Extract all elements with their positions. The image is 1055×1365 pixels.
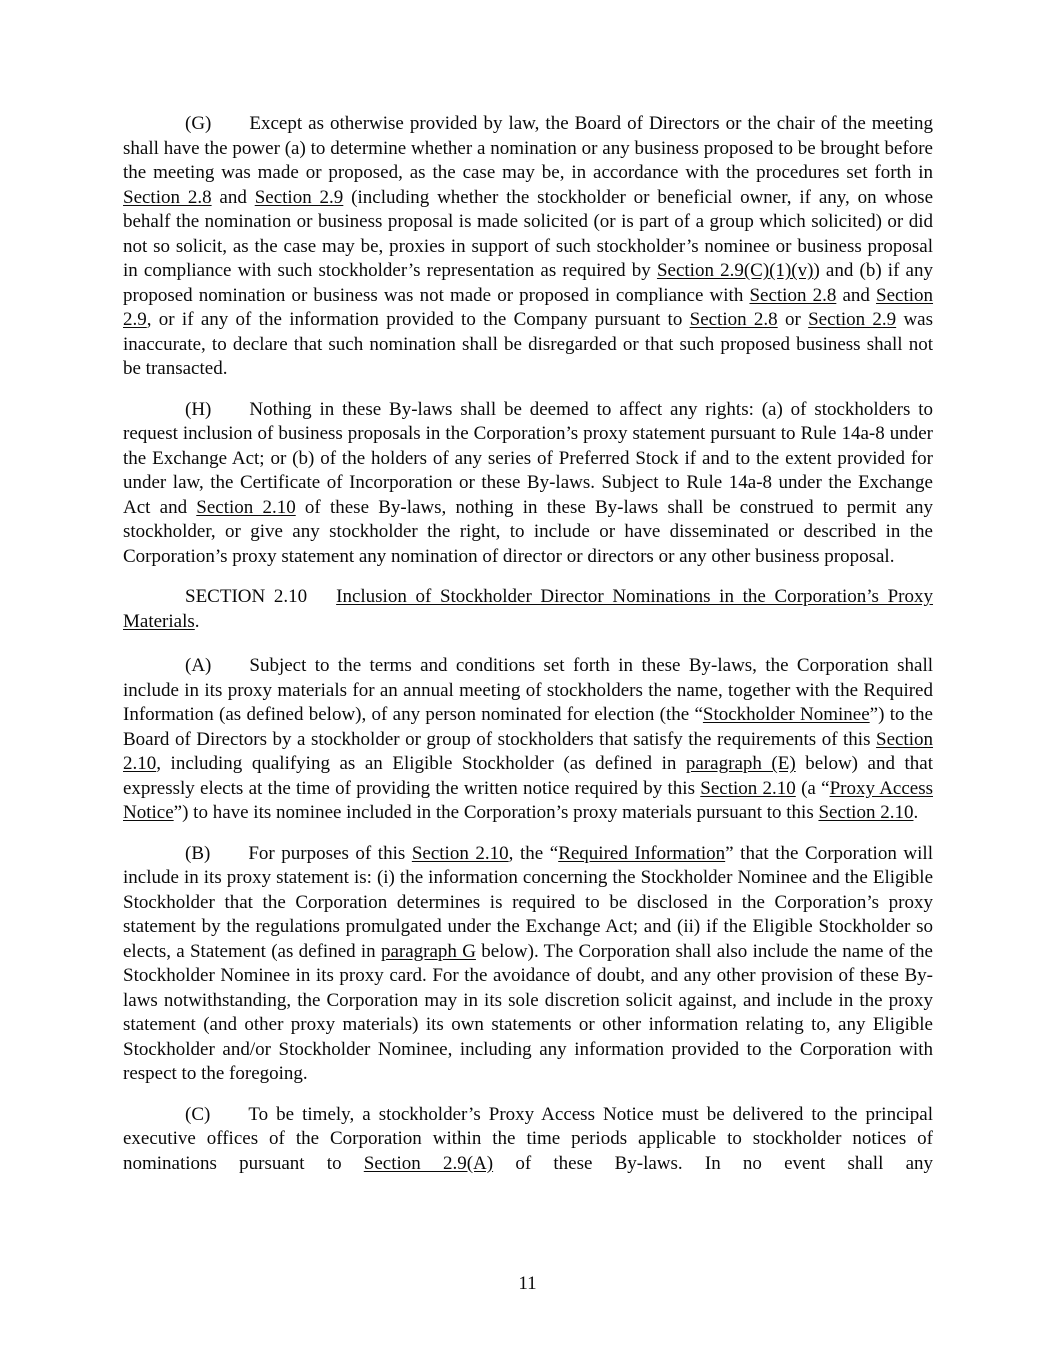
cross-reference: Stockholder Nominee: [702, 704, 870, 725]
paragraph-g: [123, 112, 933, 382]
text-run: was inaccurate, to declare that such nomination shall be disregarded or that such proposed business shall not be transacted.: [123, 309, 934, 379]
cross-reference: Section 2.8: [689, 309, 778, 330]
cross-reference: Section 2.9(A): [363, 1152, 494, 1174]
document-body: [123, 112, 933, 1192]
cross-reference: paragraph (E): [685, 753, 796, 774]
paragraph-h: [123, 398, 933, 570]
text-run: below). The Corporation shall also include the name of the Stockholder Nominee in its proxy card. For the avoidance of doubt, and any other provision of these By-laws notwithstanding, the Corporation may in its sole discretion solicit against, and include in the proxy statement (and other proxy materials) its own statements or other information relating to, any Eligible Stockholder and/or Stockholder Nominee, including any information provided to the Corporation with respect to the foregoing.: [123, 940, 933, 1084]
text-run: ) and (b) if any proposed nomination or business was not made or proposed in compliance with: [123, 260, 933, 306]
paragraph-a-label: (A): [185, 655, 212, 676]
cross-reference: Section 2.10: [411, 842, 509, 864]
cross-reference: Proxy Access Notice: [123, 777, 933, 823]
cross-reference: Section 2.9: [254, 186, 344, 208]
text-run: .: [194, 610, 200, 632]
text-run: ”) to have its nominee included in the Corporation’s proxy materials pursuant to this: [173, 802, 819, 823]
page-footer: [0, 1272, 1055, 1297]
text-run: , the “: [508, 842, 559, 864]
text-run: ”) to the Board of Directors by a stockholder or group of stockholders that satisfy the requirements of this: [123, 704, 933, 750]
text-run: of these By-laws, nothing in these By-laws shall be construed to permit any stockholder, or give any stockholder the right, to include or have disseminated or described in the Corporation’s proxy statement any nomination of director or directors or any other business proposal.: [123, 496, 934, 567]
text-run: For purposes of this: [248, 842, 412, 864]
cross-reference: Section 2.9: [808, 309, 897, 330]
paragraph-b-label: (B): [185, 842, 211, 864]
cross-reference: Section 2.9(C)(1)(v): [656, 260, 814, 281]
text-run: (a “: [795, 777, 830, 799]
text-run: and: [836, 284, 877, 306]
text-run: Subject to the terms and conditions set forth in these By-laws, the Corporation shall include in its proxy materials for an annual meeting of stockholders the name, together with the Required Information (as defined below), of any person nominated for election (the “: [123, 655, 933, 725]
paragraph-h-label: (H): [185, 398, 212, 420]
page-number: 11: [518, 1273, 537, 1294]
cross-reference: Section 2.8: [749, 284, 837, 306]
section-2-10-heading: [123, 585, 933, 634]
text-run: , or if any of the information provided to the Company pursuant to: [146, 309, 690, 330]
text-run: of these By-laws. In no event shall any: [493, 1152, 933, 1174]
cross-reference: Section 2.10: [818, 802, 914, 823]
text-run: and: [211, 186, 255, 208]
cross-reference: Inclusion of Stockholder Director Nominations in the Corporation’s Proxy Materials: [123, 586, 933, 632]
text-run: To be timely, a stockholder’s Proxy Access Notice must be delivered to the principal executive offices of the Corporation within the time periods applicable to stockholder notices of nominations pursuant to: [123, 1103, 933, 1174]
cross-reference: paragraph G: [380, 940, 476, 962]
cross-reference: Section 2.9: [123, 284, 934, 330]
text-run: (including whether the stockholder or beneficial owner, if any, on whose behalf the nomination or business proposal is made solicited (or is part of a group which solicited) or did not so solicit, as the case may be, proxies in support of such stockholder’s nominee or business proposal in compliance with such stockholder’s representation as required by: [123, 186, 934, 281]
text-run: below) and that expressly elects at the time of providing the written notice required by this: [123, 753, 933, 799]
paragraph-c: [123, 1103, 933, 1177]
paragraph-c-label: (C): [185, 1103, 211, 1125]
cross-reference: Section 2.8: [123, 186, 212, 208]
text-run: Nothing in these By-laws shall be deemed to affect any rights: (a) of stockholders to request inclusion of business proposals in the Corporation’s proxy statement pursuant to Rule 14a-8 under the Exchange Act; or (b) of the holders of any series of Preferred Stock if and to the extent provided for under law, the Certificate of Incorporation or these By-laws. Subject to Rule 14a-8 under the Exchange Act and: [123, 398, 933, 518]
paragraph-b: [123, 842, 933, 1087]
cross-reference: Section 2.10: [123, 728, 933, 774]
cross-reference: Required Information: [558, 842, 726, 864]
cross-reference: Section 2.10: [196, 496, 296, 518]
text-run: Except as otherwise provided by law, the Board of Directors or the chair of the meeting shall have the power (a) to determine whether a nomination or any business proposed to be brought before the meeting was made or proposed, as the case may be, in accordance with the procedures set forth in: [123, 113, 933, 183]
section-2-10-heading-label: SECTION 2.10: [185, 586, 308, 607]
paragraph-a: [123, 654, 933, 826]
text-run: or: [777, 309, 809, 330]
text-run: , including qualifying as an Eligible Stockholder (as defined in: [156, 753, 686, 774]
paragraph-g-label: (G): [185, 113, 212, 134]
cross-reference: Section 2.10: [700, 777, 796, 799]
text-run: .: [913, 802, 919, 823]
text-run: ” that the Corporation will include in its proxy statement is: (i) the information concerning the Stockholder Nominee and the Eligible Stockholder that the Corporation determines is required to be disclosed in the Corporation’s proxy statement by the regulations promulgated under the Exchange Act; and (ii) if the Eligible Stockholder so elects, a Statement (as defined in: [123, 842, 933, 962]
